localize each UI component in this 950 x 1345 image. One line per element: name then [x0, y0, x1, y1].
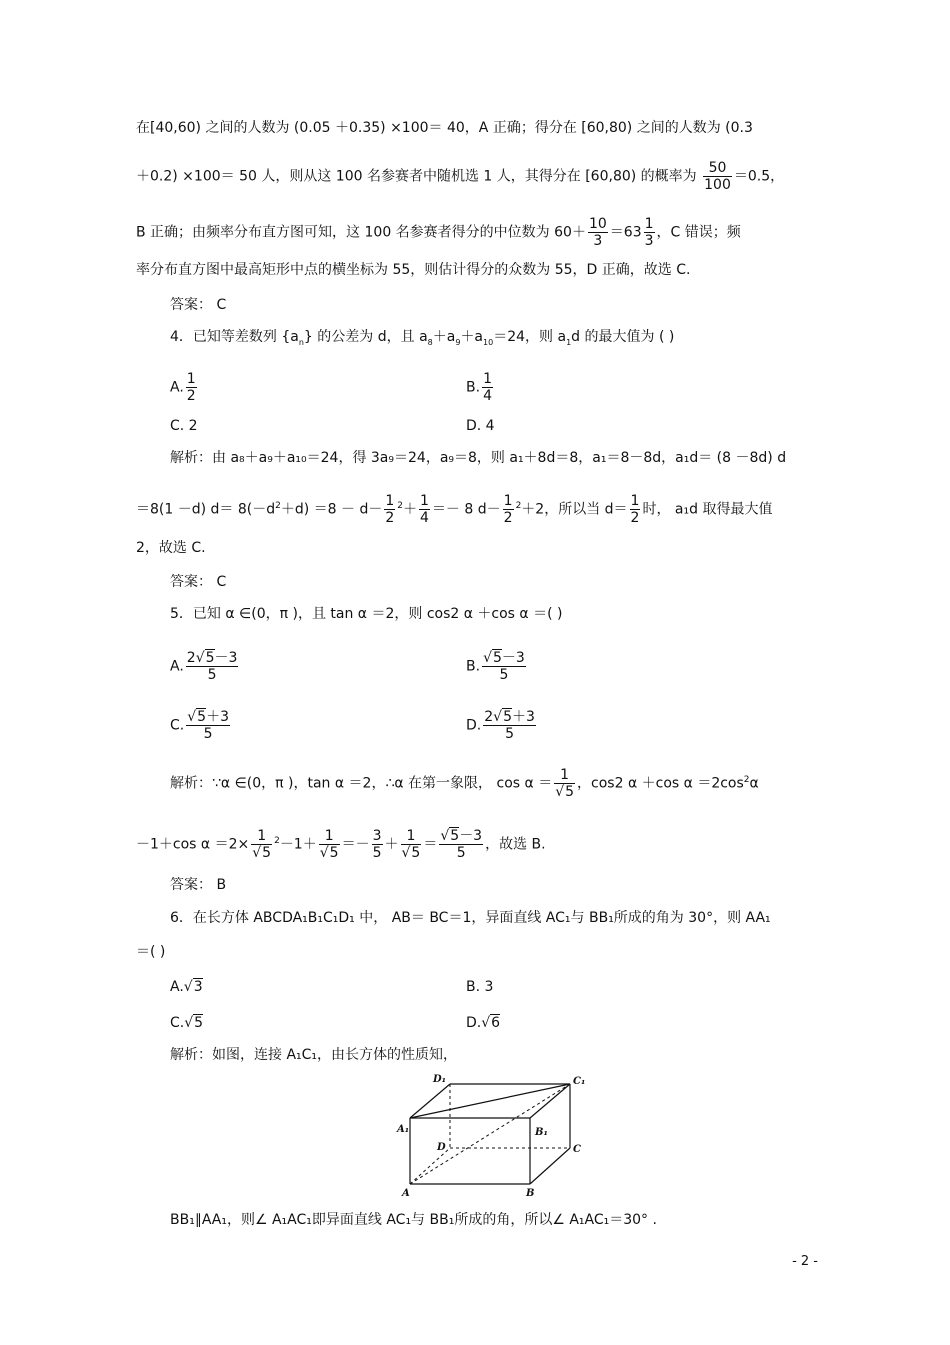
text-span: 2 [186, 650, 196, 666]
page-number: - 2 - [792, 1254, 818, 1269]
denominator: 3 [593, 233, 603, 249]
option-b [466, 650, 528, 683]
fraction [186, 709, 230, 742]
edge [530, 1084, 570, 1118]
option-label: A. [170, 979, 184, 995]
text-span: ＋d) ＝8 － d－ [280, 501, 383, 518]
text-span: } 的公差为 d，且 a [303, 329, 428, 345]
text-span: ＝24，则 a [493, 329, 567, 345]
cuboid-figure [395, 1072, 595, 1202]
solution-line [136, 493, 772, 526]
option-c: C. 2 [170, 418, 198, 434]
denominator: 2 [503, 510, 513, 526]
solution-line [170, 767, 759, 800]
text-span: －3 [214, 650, 238, 666]
option-label: A. [170, 658, 184, 675]
numerator: 1 [644, 216, 654, 232]
numerator: 1 [420, 493, 429, 509]
numerator: 1 [385, 493, 395, 509]
text-span: 时， a₁d 取得最大值 [642, 501, 773, 518]
text-span: ＝－ [341, 836, 370, 853]
text-line [136, 216, 741, 249]
denominator: 2 [186, 388, 196, 404]
option-c: C.√5 [170, 1015, 204, 1031]
text-span: B 正确；由频率分布直方图可知，这 100 名参赛者得分的中位数为 60＋ [136, 224, 586, 241]
option-a: A.√3 [170, 979, 203, 995]
fraction [419, 493, 430, 526]
option-label: D. [466, 717, 482, 734]
answer-line: 答案： C [170, 574, 227, 590]
option-a [170, 650, 240, 683]
numerator: √5－3 [483, 650, 525, 666]
text-span: ＋ [403, 501, 418, 518]
numerator: 1 [251, 828, 272, 845]
solution-line: 解析：由 a₈＋a₉＋a₁₀＝24，得 3a₉＝24，a₉＝8，则 a₁＋8d＝8，a₁＝8－8d，a₁d＝ (8 －8d) d [170, 450, 787, 466]
text-span: α [749, 775, 759, 792]
text-span: ＋a [432, 329, 456, 345]
question-6-stem: 6．在长方体 ABCDA₁B₁C₁D₁ 中， AB＝ BC＝1，异面直线 AC₁与 BB₁所成的角为 30°，则 AA₁ [170, 910, 771, 926]
superscript: 2 [397, 500, 404, 511]
numerator: 1 [630, 493, 640, 509]
numerator: 2√5－3 [186, 650, 238, 666]
denominator: 4 [483, 388, 492, 404]
text-span: ，cos2 α ＋cos α ＝2cos [577, 775, 744, 792]
denominator: 5 [499, 667, 509, 683]
denominator: 5 [456, 845, 466, 861]
text-span: ＋a [460, 329, 484, 345]
question-4-stem [170, 327, 674, 353]
fraction [384, 493, 395, 526]
fraction [588, 216, 608, 249]
fraction [483, 709, 536, 742]
option-a [170, 371, 199, 404]
fraction [630, 493, 641, 526]
text-span: ＋ [384, 836, 399, 853]
text-line: 率分布直方图中最高矩形中点的横坐标为 55，则估计得分的众数为 55，D 正确，故选 C. [136, 262, 691, 278]
radicand: 5 [329, 845, 339, 861]
subscript: 9 [455, 337, 461, 347]
fraction [372, 828, 383, 861]
option-d: D.√6 [466, 1015, 501, 1031]
numerator: 1 [186, 371, 196, 387]
numerator: 1 [319, 828, 340, 845]
text-span: ＋3 [512, 709, 535, 725]
question-5-stem: 5．已知 α ∈(0，π )，且 tan α ＝2，则 cos2 α ＋cos α ＝( ) [170, 606, 563, 622]
text-line: 在[40,60) 之间的人数为 (0.05 ＋0.35) ×100＝ 40，A 正确；得分在 [60,80) 之间的人数为 (0.3 [136, 120, 753, 136]
option-label: D. [466, 1015, 482, 1031]
radicand: 5 [565, 784, 575, 800]
text-span: －1＋ [279, 836, 317, 853]
denominator: √5 [401, 845, 421, 861]
text-span: ＝8(1 －d) d＝ 8(－d [136, 501, 276, 518]
subscript: 10 [483, 337, 494, 347]
denominator: √5 [319, 845, 339, 861]
vertex-label: B₁ [535, 1127, 548, 1138]
answer-line: 答案： C [170, 297, 227, 313]
fraction [503, 493, 514, 526]
denominator: 4 [420, 510, 429, 526]
answer-line: 答案： B [170, 877, 227, 893]
text-span: ，C 错误；频 [656, 224, 741, 241]
text-span: d 的最大值为 ( ) [571, 329, 675, 345]
option-label: C. [170, 717, 185, 734]
superscript: 2 [743, 774, 750, 785]
radicand: 6 [491, 1015, 501, 1031]
option-b: B. 3 [466, 979, 494, 995]
option-c [170, 709, 232, 742]
diagonal [410, 1084, 570, 1118]
denominator: 2 [630, 510, 640, 526]
fraction [186, 371, 197, 404]
numerator: 2√5＋3 [484, 709, 535, 725]
vertex-label: D [437, 1142, 446, 1153]
radicand: 5 [262, 845, 272, 861]
radicand: 5 [450, 828, 460, 844]
radicand: 5 [503, 709, 512, 725]
text-span: ＋2，所以当 d＝ [521, 501, 628, 518]
denominator: √5 [555, 784, 575, 800]
radicand: 5 [194, 1015, 204, 1031]
text-line [136, 160, 784, 193]
superscript: 2 [515, 500, 522, 511]
numerator: 10 [588, 216, 607, 232]
fraction [703, 160, 732, 193]
option-label: B. [466, 379, 481, 396]
solution-line [136, 828, 546, 861]
text-span: ＋3 [206, 709, 229, 725]
radicand: 5 [197, 709, 207, 725]
option-d [466, 709, 538, 742]
text-span: 4．已知等差数列 {a [170, 329, 299, 345]
denominator: 5 [505, 726, 515, 742]
denominator: 5 [207, 667, 217, 683]
numerator: 3 [372, 828, 382, 844]
subscript: 8 [427, 337, 433, 347]
numerator: 1 [503, 493, 513, 509]
superscript: 2 [274, 835, 280, 846]
vertex-label: A [402, 1188, 410, 1199]
numerator: 1 [483, 371, 492, 387]
numerator: 1 [401, 828, 422, 845]
fraction [439, 828, 483, 861]
text-span: －3 [501, 650, 525, 666]
edge [410, 1084, 450, 1118]
fraction [186, 650, 239, 683]
radicand: 5 [411, 845, 421, 861]
text-span: －1＋cos α ＝2× [136, 836, 250, 853]
superscript: 2 [275, 500, 281, 511]
fraction [644, 216, 655, 249]
numerator: 50 [703, 160, 732, 177]
option-b [466, 371, 495, 404]
subscript: n [298, 337, 304, 347]
solution-line: 解析：如图，连接 A₁C₁，由长方体的性质知， [170, 1047, 458, 1063]
text-span: ＝－ 8 d－ [431, 501, 501, 518]
text-span: 2 [484, 709, 494, 725]
denominator: 2 [385, 510, 395, 526]
fraction [482, 650, 526, 683]
text-span: ＝0.5， [733, 168, 785, 185]
option-label: B. [466, 658, 481, 675]
denominator: 3 [644, 233, 654, 249]
solution-line: 2，故选 C. [136, 540, 206, 556]
denominator: 5 [372, 845, 382, 861]
vertex-label: D₁ [433, 1074, 447, 1085]
numerator: √5－3 [440, 828, 483, 844]
fraction [319, 828, 340, 861]
text-span: －3 [459, 828, 483, 844]
denominator: √5 [252, 845, 272, 861]
fraction [251, 828, 272, 861]
vertex-label: B [526, 1188, 535, 1199]
fraction [482, 371, 493, 404]
radicand: 3 [193, 979, 203, 995]
denominator: 5 [203, 726, 213, 742]
question-6-stem: ＝( ) [136, 944, 166, 960]
radicand: 5 [205, 650, 215, 666]
option-label: A. [170, 379, 184, 396]
text-span: ＝63 [609, 224, 642, 241]
denominator: 100 [704, 177, 731, 193]
text-span: ＝ [423, 836, 438, 853]
option-d: D. 4 [466, 418, 495, 434]
text-span: ，故选 B. [485, 836, 546, 853]
subscript: 1 [566, 337, 572, 347]
edge [530, 1148, 570, 1184]
vertex-label: C₁ [573, 1076, 586, 1087]
fraction [401, 828, 422, 861]
numerator: √5＋3 [187, 709, 229, 725]
option-label: C. [170, 1015, 185, 1031]
solution-line: BB₁∥AA₁，则∠ A₁AC₁即异面直线 AC₁与 BB₁所成的角，所以∠ A₁AC₁＝30° . [170, 1212, 657, 1228]
vertex-label: C [573, 1144, 581, 1155]
numerator: 1 [554, 767, 575, 784]
text-span: ＋0.2) ×100＝ 50 人，则从这 100 名参赛者中随机选 1 人，其得分在 [60,80) 的概率为 [136, 168, 697, 185]
vertex-label: A₁ [397, 1124, 410, 1135]
fraction [554, 767, 575, 800]
hidden-edge [410, 1148, 450, 1184]
text-span: 解析：∵α ∈(0，π )，tan α ＝2，∴α 在第一象限， cos α ＝ [170, 775, 553, 792]
radicand: 5 [492, 650, 502, 666]
